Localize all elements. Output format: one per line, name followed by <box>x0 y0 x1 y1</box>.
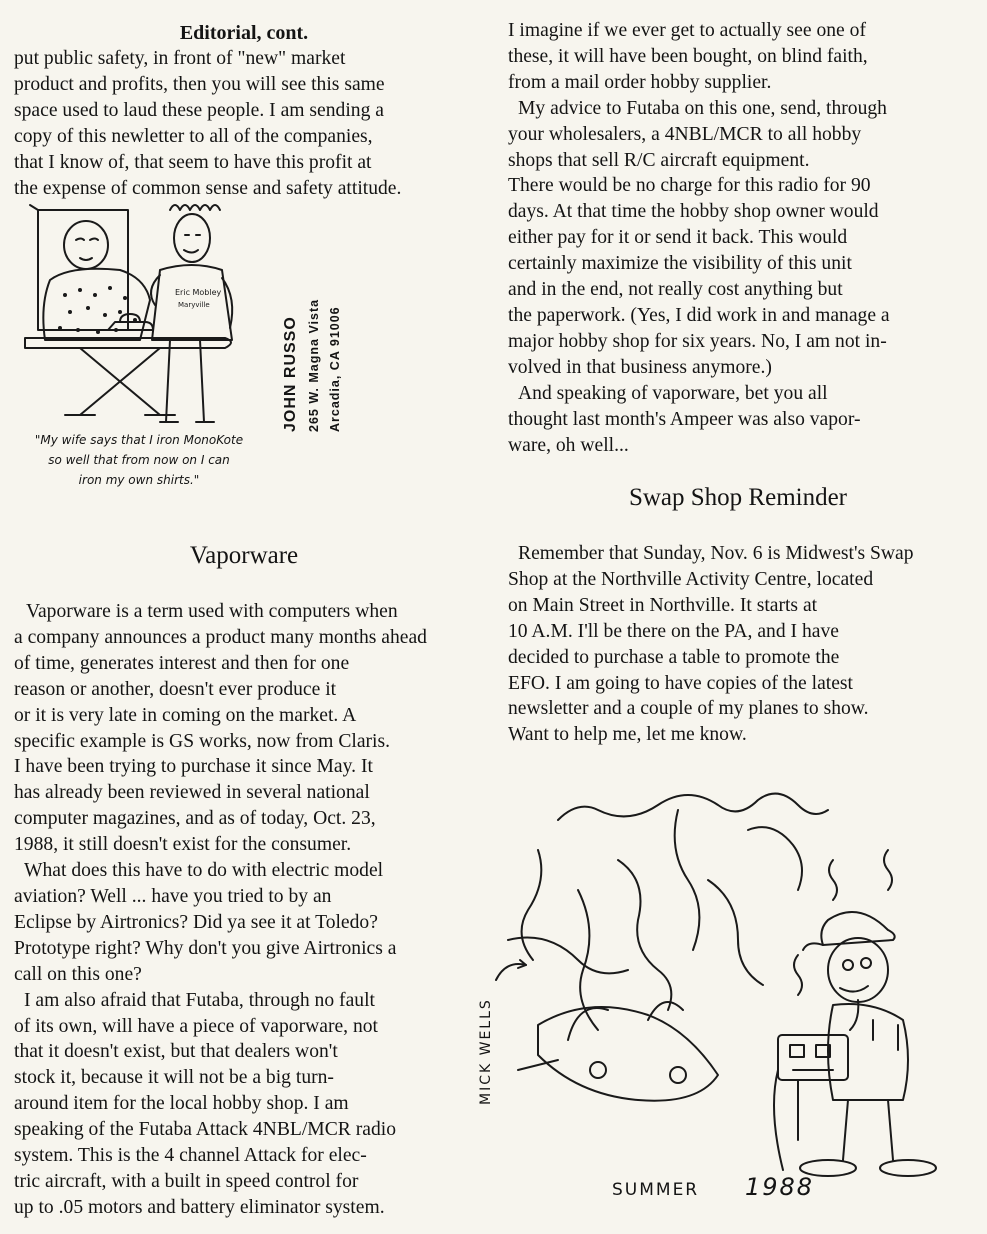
text-line: around item for the local hobby shop. I am <box>14 1093 349 1115</box>
svg-text:Maryville: Maryville <box>178 301 210 309</box>
editorial-heading: Editorial, cont. <box>179 22 309 44</box>
text-line: computer magazines, and as of today, Oct. 23, <box>14 808 376 830</box>
text-line: I am also afraid that Futaba, through no fault <box>24 989 375 1011</box>
text-line: product and profits, then you will see this same <box>14 73 385 95</box>
vaporware-heading: Vaporware <box>189 542 299 569</box>
paragraph <box>508 541 968 748</box>
text-line: I imagine if we ever get to actually see one of <box>508 20 866 41</box>
paragraph <box>508 381 968 459</box>
text-line: ware, oh well... <box>508 434 629 456</box>
caption-line: so well that from now on I can <box>48 453 230 467</box>
text-line: days. At that time the hobby shop owner would <box>508 201 879 223</box>
ironing-cartoon <box>20 200 280 430</box>
text-line: of its own, will have a piece of vaporware, not <box>14 1015 378 1037</box>
text-line: What does this have to do with electric model <box>24 860 384 882</box>
text-line: these, it will have been bought, on blind faith, <box>508 45 868 67</box>
address-city: Arcadia, CA 91006 <box>328 306 342 432</box>
paragraph <box>508 96 968 174</box>
text-line: And speaking of vaporware, bet you all <box>518 382 828 404</box>
text-line: up to .05 motors and battery eliminator system. <box>14 1196 385 1218</box>
paragraph <box>14 858 474 988</box>
text-line: or it is very late in coming on the market. A <box>14 704 357 726</box>
text-line: Shop at the Northville Activity Centre, located <box>508 568 874 590</box>
text-line: reason or another, doesn't ever produce it <box>14 678 337 700</box>
caption-line: iron my own shirts." <box>78 473 200 487</box>
text-line: space used to laud these people. I am sending a <box>14 99 384 121</box>
artist-credit: MICK WELLS <box>478 998 494 1105</box>
text-line: your wholesalers, a 4NBL/MCR to all hobby <box>508 123 862 145</box>
swap-shop-heading: Swap Shop Reminder <box>628 484 848 511</box>
text-line: speaking of the Futaba Attack 4NBL/MCR radio <box>14 1119 397 1141</box>
paragraph <box>14 988 474 1221</box>
text-line: has already been reviewed in several national <box>14 782 370 804</box>
text-line: newsletter and a couple of my planes to show. <box>508 698 869 720</box>
text-line: 10 A.M. I'll be there on the PA, and I have <box>508 620 839 642</box>
swap-shop-section <box>508 483 968 748</box>
mailing-address <box>282 222 352 432</box>
paragraph <box>508 173 968 380</box>
text-line: system. This is the 4 channel Attack for elec- <box>14 1145 367 1167</box>
text-line: volved in that business anymore.) <box>508 356 772 378</box>
text-line: There would be no charge for this radio for 90 <box>508 175 871 197</box>
text-line: My advice to Futaba on this one, send, through <box>518 97 887 119</box>
editorial-text <box>14 46 474 201</box>
text-line: Want to help me, let me know. <box>508 724 747 746</box>
text-line: from a mail order hobby supplier. <box>508 71 772 93</box>
text-line: of time, generates interest and then for one <box>14 652 350 674</box>
editorial-section <box>14 20 474 201</box>
text-line: major hobby shop for six years. No, I am not in- <box>508 330 887 352</box>
text-line: decided to purchase a table to promote the <box>508 646 840 668</box>
text-line: that it doesn't exist, but that dealers won't <box>14 1041 338 1063</box>
svg-text:Eric Mobley: Eric Mobley <box>175 288 222 297</box>
text-line: Prototype right? Why don't you give Airtronics a <box>14 937 397 959</box>
paragraph <box>508 18 968 96</box>
caption-line: "My wife says that I iron MonoKote <box>34 433 244 447</box>
crash-cartoon <box>478 770 958 1190</box>
signature-word: SUMMER <box>612 1180 700 1200</box>
text-line: the paperwork. (Yes, I did work in and manage a <box>508 304 890 326</box>
text-line: put public safety, in front of "new" market <box>14 48 346 69</box>
text-line: Vaporware is a term used with computers when <box>26 601 398 622</box>
text-line: a company announces a product many months ahead <box>14 626 427 648</box>
text-line: shops that sell R/C aircraft equipment. <box>508 149 810 171</box>
text-line: and in the end, not really cost anything but <box>508 279 843 301</box>
text-line: that I know of, that seem to have this profit at <box>14 151 372 173</box>
text-line: thought last month's Ampeer was also vapor- <box>508 408 861 430</box>
text-line: certainly maximize the visibility of this unit <box>508 253 852 275</box>
text-line: aviation? Well ... have you tried to by an <box>14 885 332 907</box>
signature-year: 1988 <box>745 1173 815 1201</box>
text-line: either pay for it or send it back. This would <box>508 227 848 249</box>
address-name: JOHN RUSSO <box>282 316 299 432</box>
cartoon-caption <box>4 430 274 490</box>
text-line: on Main Street in Northville. It starts at <box>508 594 818 616</box>
text-line: call on this one? <box>14 963 142 985</box>
text-line: stock it, because it will not be a big turn- <box>14 1067 334 1089</box>
futaba-section <box>508 18 968 458</box>
text-line: the expense of common sense and safety attitude. <box>14 177 402 199</box>
text-line: copy of this newletter to all of the companies, <box>14 125 373 147</box>
vaporware-section <box>14 541 474 1221</box>
text-line: EFO. I am going to have copies of the latest <box>508 672 853 694</box>
paragraph <box>14 599 474 858</box>
text-line: specific example is GS works, now from Claris. <box>14 730 391 752</box>
address-street: 265 W. Magna Vista <box>307 298 321 432</box>
text-line: Remember that Sunday, Nov. 6 is Midwest's Swap <box>518 543 914 564</box>
text-line: 1988, it still doesn't exist for the consumer. <box>14 834 352 856</box>
text-line: Eclipse by Airtronics? Did ya see it at Toledo? <box>14 911 378 933</box>
text-line: I have been trying to purchase it since May. It <box>14 756 373 778</box>
text-line: tric aircraft, with a built in speed control for <box>14 1170 359 1192</box>
